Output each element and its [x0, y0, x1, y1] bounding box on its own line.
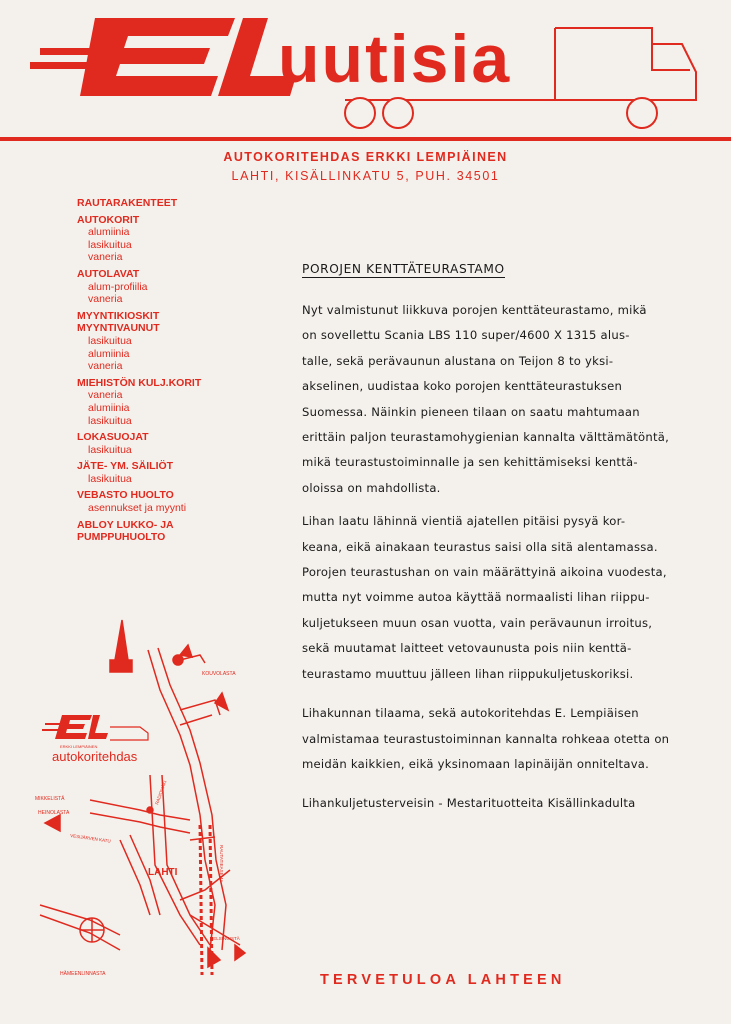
- article-line: meidän kaikkien, eikä yksinomaan lapinäijän onniteltava.: [302, 756, 650, 771]
- service-category: ABLOY LUKKO- JA PUMPPUHUOLTO: [77, 518, 174, 544]
- article-line: Lihankuljetusterveisin - Mestarituotteita Kisällinkadulta: [302, 796, 636, 811]
- article-line: mutta nyt voimme autoa käyttää normaalisti lihan riippu-: [302, 590, 650, 605]
- service-item: lasikuitua: [88, 472, 132, 485]
- article-line: talle, sekä perävaunun alustana on Teijon 8 to yksi-: [302, 353, 614, 368]
- article: [302, 262, 697, 817]
- service-item: alumiinia: [88, 401, 130, 414]
- article-heading: POROJEN KENTTÄTEURASTAMO: [302, 262, 505, 276]
- map-logo-small: ERKKI LEMPIÄINEN: [60, 744, 98, 749]
- service-item: alumiinia: [88, 226, 130, 239]
- company-header: [0, 148, 731, 186]
- map-label-kouvola: KOUVOLASTA: [202, 671, 236, 677]
- article-line: Lihakunnan tilaama, sekä autokoritehdas E. Lempiäisen: [302, 706, 639, 721]
- location-map: [30, 615, 260, 990]
- company-name: AUTOKORITEHDAS ERKKI LEMPIÄINEN: [223, 150, 508, 164]
- service-item: lasikuitua: [88, 414, 132, 427]
- map-label-radiomaki: RADIOMÄKI: [154, 779, 168, 806]
- map-label-mikkeli: MIKKELISTÄ: [35, 796, 65, 802]
- article-line: Lihan laatu lähinnä vientiä ajatellen pitäisi pysyä kor-: [302, 514, 626, 529]
- map-city-label: LAHTI: [148, 867, 178, 878]
- company-address: LAHTI, KISÄLLINKATU 5, PUH. 34501: [231, 169, 500, 183]
- service-item: lasikuitua: [88, 334, 132, 347]
- service-item: vaneria: [88, 251, 123, 264]
- article-line: sekä muutamat laitteet vetovaunusta pois niin kenttä-: [302, 641, 632, 656]
- service-item: vaneria: [88, 389, 123, 402]
- article-line: Suomessa. Näinkin pieneen tilaan on saatu mahtumaan: [302, 404, 640, 419]
- map-label-hameenlinna: HÄMEENLINNASTA: [60, 971, 106, 977]
- map-label-helsinki: HELSINGISTÄ: [210, 936, 240, 941]
- article-line: keana, eikä ainakaan teurastus saisi olla sitä alentamassa.: [302, 539, 658, 554]
- map-label-rautatieasema: RAUTATIEASEMA: [219, 845, 224, 883]
- welcome-footer: TERVETULOA LAHTEEN: [320, 972, 566, 988]
- service-item: asennukset ja myynti: [88, 502, 187, 515]
- service-category: JÄTE- YM. SÄILIÖT: [77, 460, 174, 473]
- service-category: MIEHISTÖN KULJ.KORIT: [77, 376, 202, 389]
- service-category: VEBASTO HUOLTO: [77, 489, 174, 502]
- service-category: LOKASUOJAT: [77, 431, 149, 444]
- service-category: AUTOKORIT: [77, 213, 140, 226]
- article-line: kuljetukseen muun osan vuotta, vain perävaunun irroitus,: [302, 615, 653, 630]
- article-line: erittäin paljon teurastamohygienian kannalta välttämätöntä,: [302, 430, 670, 445]
- map-logo-word: autokoritehdas: [52, 749, 138, 764]
- article-line: valmistamaa teurastustoiminnan kannalta rohkeaa otetta on: [302, 731, 670, 746]
- map-label-vesijarvenkatu: VESIJÄRVEN KATU: [69, 833, 112, 844]
- services-list: [77, 193, 267, 544]
- service-category: RAUTARAKENTEET: [77, 197, 178, 209]
- church-icon: [110, 620, 132, 672]
- map-el-logo: [42, 715, 148, 740]
- map-label-heinola: HEINOLASTA: [38, 810, 70, 816]
- masthead-rule: [0, 137, 731, 141]
- masthead-title: uutisia: [278, 21, 512, 97]
- article-line: Porojen teurastushan on vain määrättyinä aikoina vuodesta,: [302, 565, 667, 580]
- article-body: [302, 298, 697, 817]
- el-logo: [30, 18, 296, 96]
- service-item: vaneria: [88, 293, 123, 306]
- article-line: akselinen, uudistaa koko porojen kenttäteurastuksen: [302, 379, 623, 394]
- service-item: alum-profiilia: [88, 280, 148, 293]
- article-line: teurastamo muuttuu jälleen lihan riippukuljetuskoriksi.: [302, 666, 634, 681]
- service-category: AUTOLAVAT: [77, 267, 140, 280]
- service-item: lasikuitua: [88, 443, 132, 456]
- service-category: MYYNTIKIOSKIT MYYNTIVAUNUT: [77, 309, 160, 335]
- article-line: mikä teurastustoiminnalle ja sen kehittämiseksi kenttä-: [302, 455, 638, 470]
- service-item: lasikuitua: [88, 238, 132, 251]
- service-item: vaneria: [88, 360, 123, 373]
- masthead: [0, 0, 731, 150]
- article-line: on sovellettu Scania LBS 110 super/4600 X 1315 alus-: [302, 328, 630, 343]
- article-line: oloissa on mahdollista.: [302, 480, 441, 495]
- article-line: Nyt valmistunut liikkuva porojen kenttäteurastamo, mikä: [302, 303, 647, 317]
- service-item: alumiinia: [88, 347, 130, 360]
